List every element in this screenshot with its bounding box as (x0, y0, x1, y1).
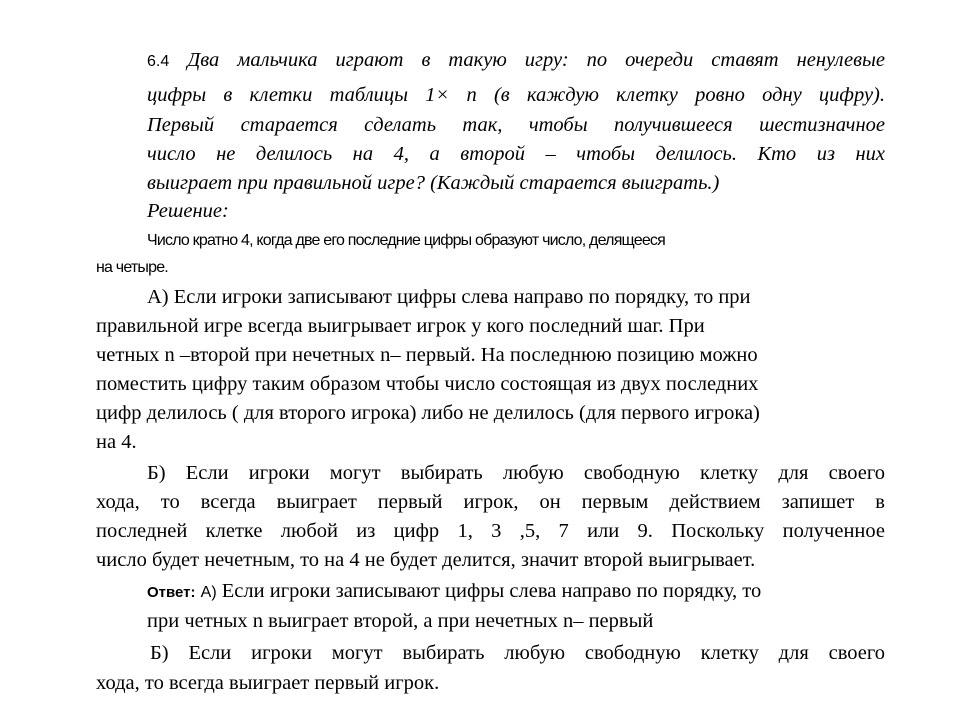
part-b-line-4: число будет нечетным, то на 4 не будет делится, значит второй выигрывает. (96, 549, 756, 571)
problem-line-1 (147, 47, 885, 75)
answer-line-3: Б) Если игроки могут выбирать любую свободную клетку для своего (150, 642, 885, 664)
answer-a-prefix: А) (200, 584, 217, 601)
answer-label: Ответ: (147, 584, 196, 601)
part-b-line-3: последней клетке любой из цифр 1, 3 ,5, 7 или 9. Поскольку полученное (96, 520, 885, 542)
problem-line-2: цифры в клетки таблицы 1× n (в каждую клетку ровно одну цифру). (147, 84, 885, 106)
part-a-line-6: на 4. (96, 431, 137, 453)
rule-line-2: на четыре. (96, 259, 168, 276)
answer-line-4: хода, то всегда выиграет первый игрок. (96, 672, 440, 694)
problem-line-3: Первый старается сделать так, чтобы получившееся шестизначное (147, 114, 885, 136)
part-a-line-3: четных n –второй при нечетных n– первый. На последнюю позицию можно (96, 344, 758, 366)
problem-line-5: выиграет при правильной игре? (Каждый старается выиграть.) (147, 172, 720, 194)
answer-line-2: при четных n выиграет второй, а при нечетных n– первый (147, 610, 654, 632)
problem-number: 6.4 (147, 53, 170, 70)
problem-line-4: число не делилось на 4, а второй – чтобы делилось. Кто из них (147, 143, 885, 165)
answer-line-1 (147, 578, 761, 606)
problem-text: Два мальчика играют в такую игру: по очереди ставят ненулевые (187, 49, 885, 71)
part-a-line-2: правильной игре всегда выигрывает игрок у кого последний шаг. При (96, 315, 705, 337)
part-a-line-5: цифр делилось ( для второго игрока) либо не делилось (для первого игрока) (96, 402, 760, 424)
rule-line-1: Число кратно 4, когда две его последние цифры образуют число, делящееся (147, 232, 665, 249)
part-a-line-4: поместить цифру таким образом чтобы число состоящая из двух последних (96, 373, 759, 395)
solution-heading: Решение: (147, 200, 229, 222)
part-b-line-1: Б) Если игроки могут выбирать любую свободную клетку для своего (147, 462, 885, 484)
part-b-line-2: хода, то всегда выиграет первый игрок, он первым действием запишет в (96, 491, 885, 513)
answer-a-text: Если игроки записывают цифры слева направо по порядку, то (216, 580, 762, 602)
part-a-line-1: А) Если игроки записывают цифры слева направо по порядку, то при (147, 286, 751, 308)
